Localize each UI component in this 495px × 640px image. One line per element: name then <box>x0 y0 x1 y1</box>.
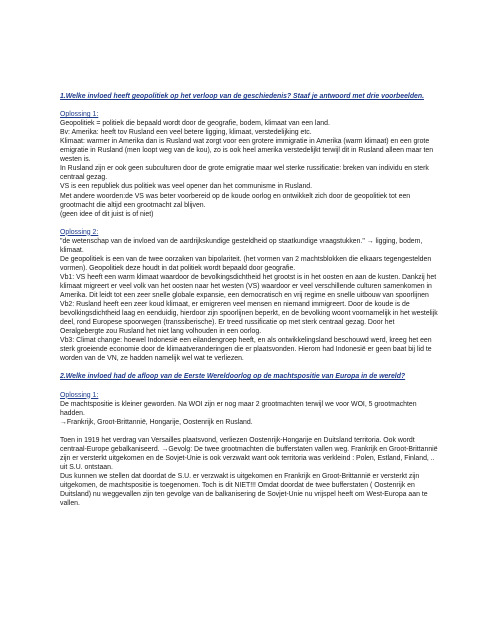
q1-s1-line: Met andere woorden:de VS was beter voorbereid op de koude oorlog en ontwikkelt zich door de geopolitiek tot een grootmacht die altijd een grootmacht zal blijven. <box>60 192 411 209</box>
q1-s1-line: Geopolitiek = politiek die bepaald wordt door de geografie, bodem, klimaat van een land. <box>60 120 330 128</box>
q2-line: Toen in 1919 het verdrag van Versailles plaatsvond, verliezen Oostenrijk-Hongarije en Duitsland territoria. Ook wordt centraal-Europe gebalkaniseerd. →Gevolg: De twee grootmachten die bufferstaten vallen weg. Frankrijk en Groot-Brittannië zijn er versterkt uitgekomen en de Sovjet-Unie is ook verzwakt want ook territoria was verkleind : Polen, Estland, Finland, .. uit S.U. ontstaan. <box>60 436 438 471</box>
q2-line: Dus kunnen we stellen dat doordat de S.U. er verzwakt is uitgekomen en Frankrijk en Groot-Brittannië er versterkt zijn uitgekomen, de machtspositie is toegenomen. Toch is dit NIET!!! Omdat doordat de twee bufferstaten ( Oostenrijk en Duitsland) nu weggevallen zijn ten gevolge van de balkanisering de Sovjet-Unie nu vrijspel heeft om West-Europa aan te vallen. <box>60 472 428 508</box>
question-2-title: 2.Welke invloed had de afloop van de Eerste Wereldoorlog op de machtspositie van Europa in de wereld? <box>60 373 406 381</box>
q1-s2-line: De geopolitiek is een van de twee oorzaken van bipolariteit. (het vormen van 2 machtsblokken die elkaars tegengestelden vormen). Geopolitiek deze houdt in dat politiek wordt bepaald door geografie. <box>60 255 432 272</box>
q1-s1-line: In Rusland zijn er ook geen subculturen door de grote emigratie maar wel sterke russificatie: breken van individu en sterk centraal gezag. <box>60 165 429 182</box>
q2-line: →Frankrijk, Groot-Brittannië, Hongarije, Oostenrijk en Rusland. <box>60 418 253 426</box>
q1-s1-line: Bv: Amerika: heeft tov Rusland een veel betere ligging, klimaat, verstedelijking etc. <box>60 129 312 137</box>
q2-line: De machtspositie is kleiner geworden. Na WOI zijn er nog maar 2 grootmachten terwijl we voor WOI, 5 grootmachten hadden. <box>60 400 417 417</box>
q1-s2-line: Vb1: VS heeft een warm klimaat waardoor de bevolkingsdichtheid het grootst is in het oosten en aan de kusten. Dankzij het klimaat migreert er veel volk van het oosten naar het westen (VS) waardoor er veel verschillende culturen samenkomen in Amerika. Dit leidt tot een zeer snelle globale expansie, een democratisch en vrij regime en snelle uitbouw van spoorlijnen <box>60 273 437 300</box>
q1-solution-2-heading: Oplossing 2: <box>60 228 99 236</box>
q2-solution-1-heading: Oplossing 1: <box>60 391 99 399</box>
q1-s1-line: VS is een republiek dus politiek was veel opener dan het communisme in Rusland. <box>60 183 313 191</box>
q1-s1-line: (geen idee of dit juist is of niet) <box>60 210 154 218</box>
q1-solution-1-heading: Oplossing 1: <box>60 111 99 119</box>
q1-s1-line: Klimaat: warmer in Amerika dan is Rusland wat zorgt voor een grotere immigratie in Amerika (warm klimaat) en een grote emigratie in Rusland (men loopt weg van de kou), zo is ook heel amerika verstedelijkt terwijl dit in Rusland alleen maar ten westen is. <box>60 138 434 164</box>
q1-s2-line: Vb2: Rusland heeft een zeer koud klimaat, er emigreren veel mensen en niemand immigreert. Door de koude is de bevolkingsdichtheid laag en eenduidig, hierdoor zijn spoorlijnen beperkt, en de bevolking woont voornamelijk in het westelijk deel, rond Europese spoorwegen (transsiberische). Er treed russificatie op met sterk centraal gezag. Door het Oeralgebergte zou Rusland het niet lang volhouden in een oorlog. <box>60 301 438 336</box>
document-page <box>60 92 440 508</box>
q1-s2-definition: "de wetenschap van de invloed van de aardrijkskundige gesteldheid op staatkundige vraagstukken." → ligging, bodem, klimaat. <box>60 237 423 254</box>
question-1-title: 1.Welke invloed heeft geopolitiek op het verloop van de geschiedenis? Staaf je antwoord met drie voorbeelden. <box>60 93 425 100</box>
q1-s2-line: Vb3: Climat change: hoewel Indonesië een eilandengroep heeft, en als ontwikkelingsland beschouwd werd, kreeg het een sterk groeiende economie door de klimaatveranderingen die er plaatsvonden. Hierom had Indonesië er geen baat bij lid te worden van de VN, ze hadden namelijk wel wat te verliezen. <box>60 337 432 363</box>
